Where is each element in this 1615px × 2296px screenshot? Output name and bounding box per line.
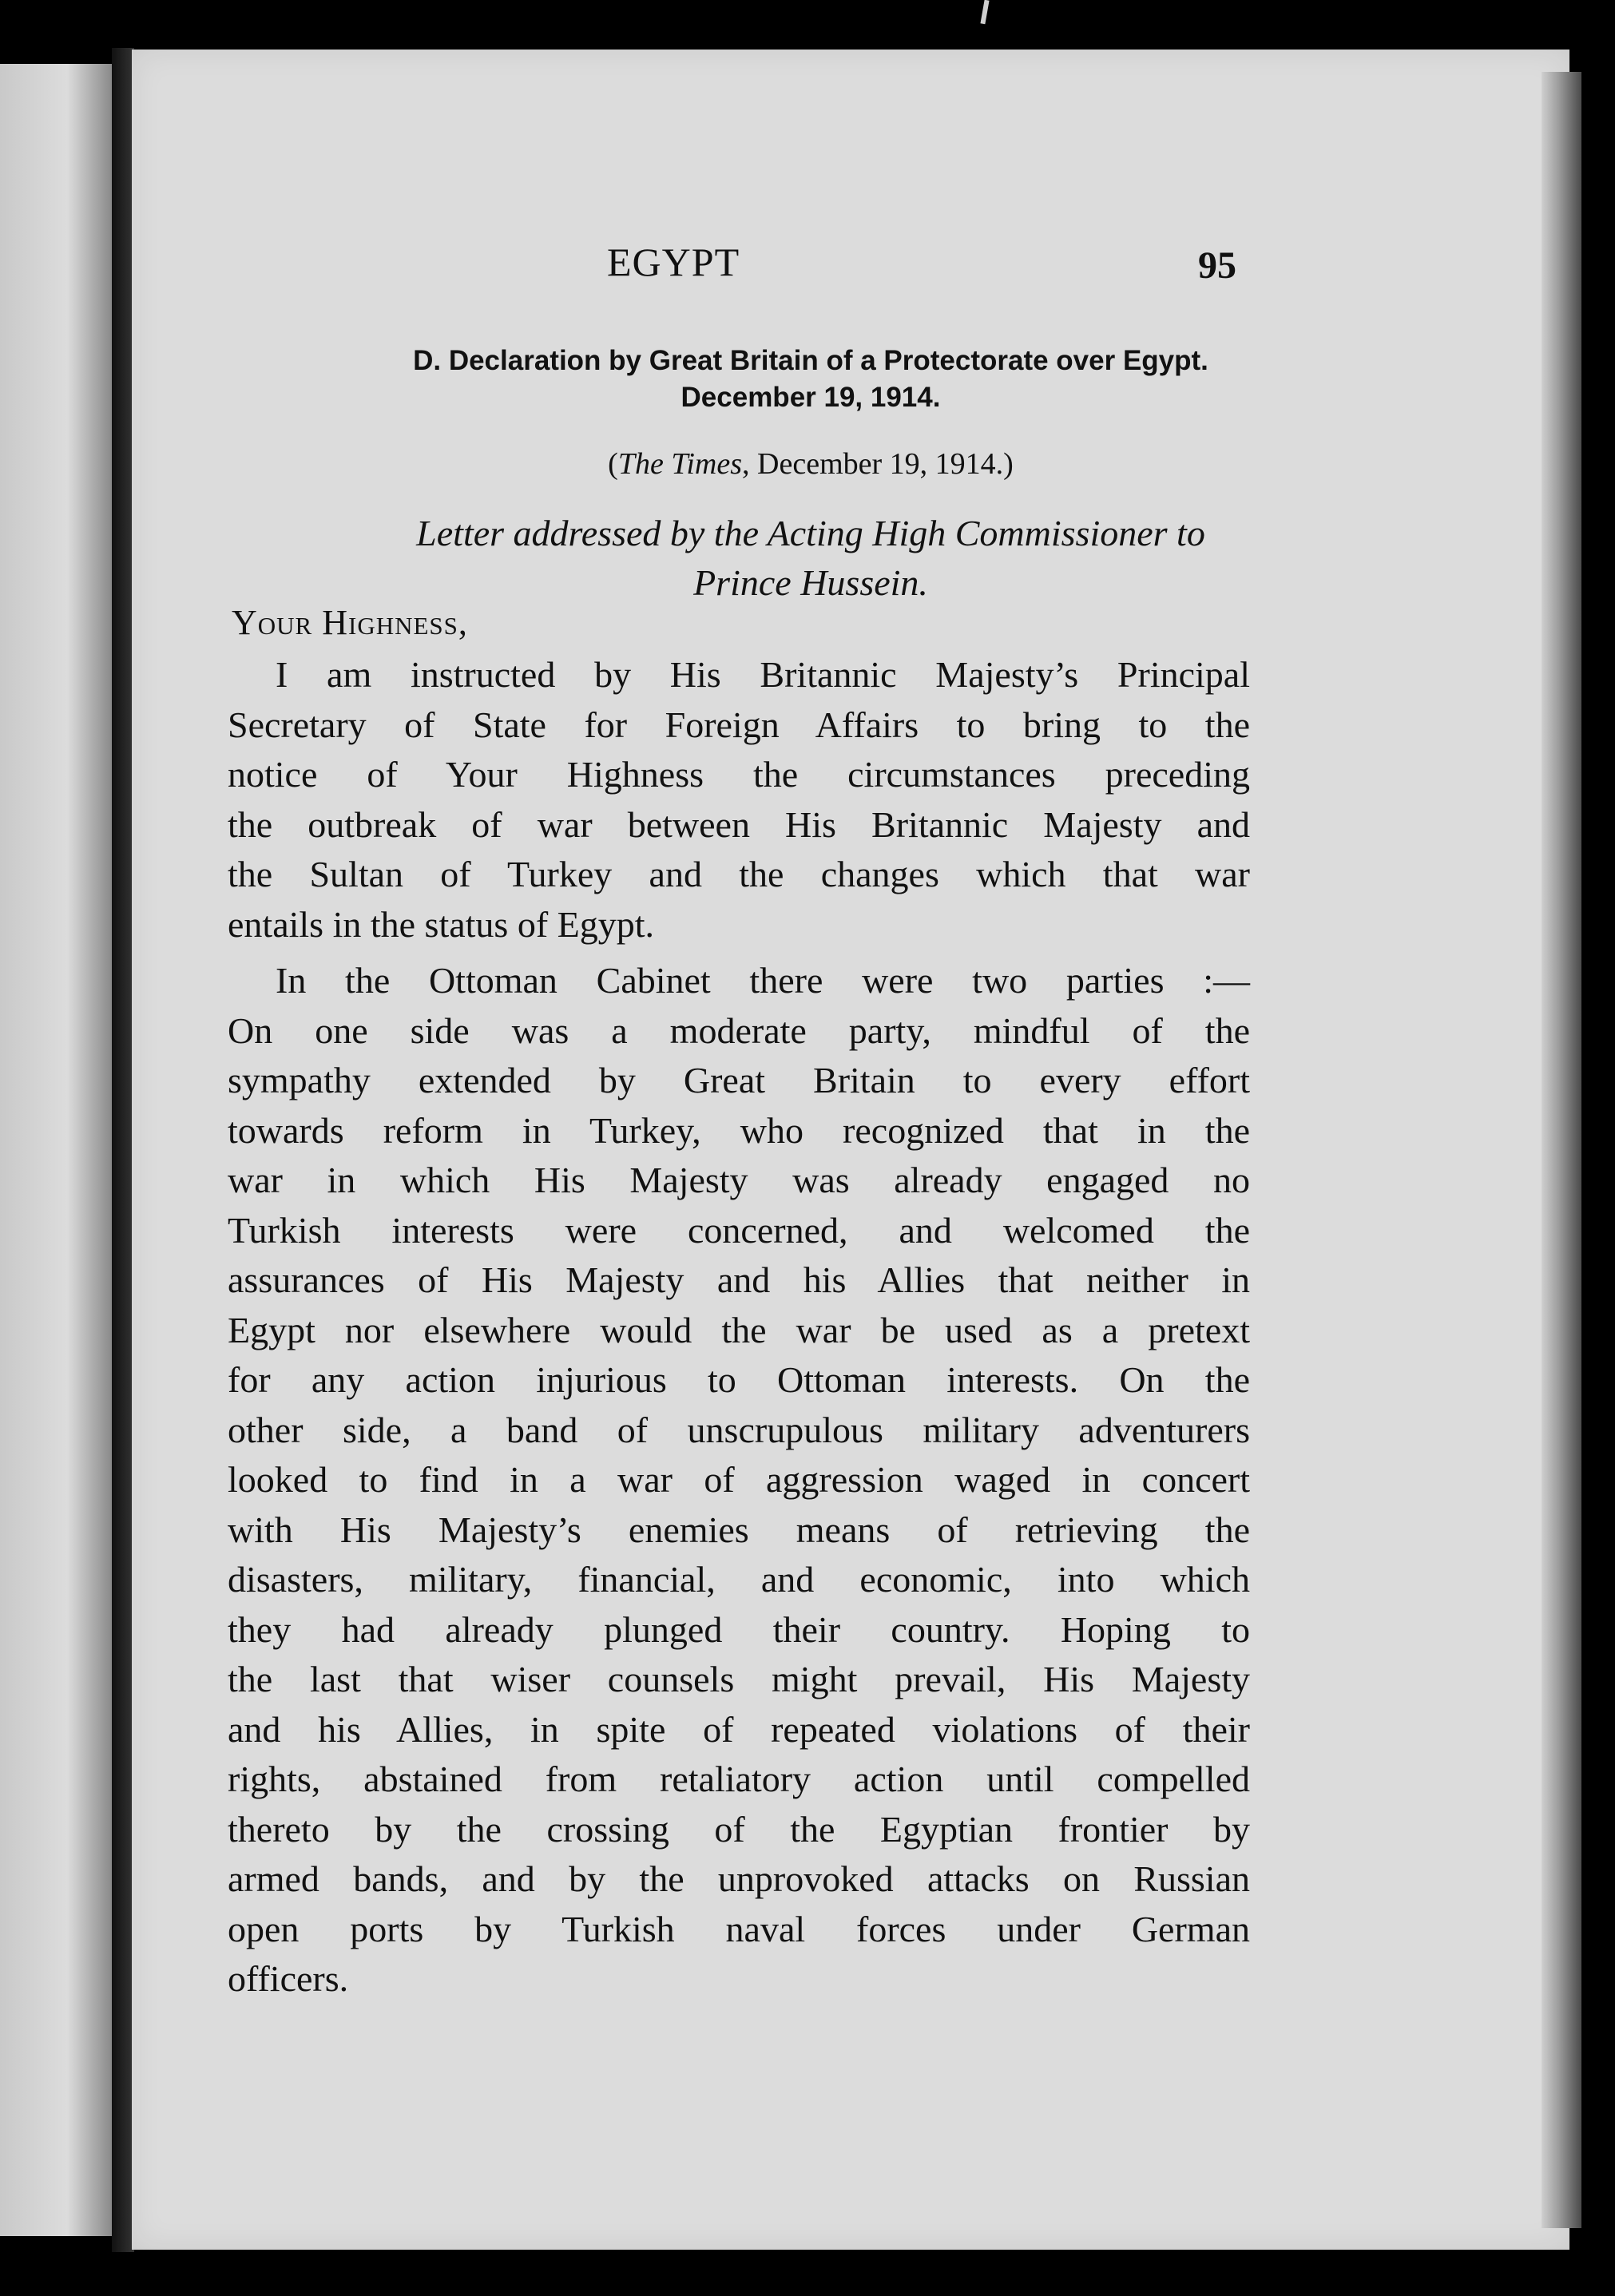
- scan-mark: [980, 0, 989, 24]
- salutation: Your Highness,: [232, 603, 468, 642]
- text-line: towards reform in Turkey, who recognized that in the: [228, 1109, 1250, 1151]
- text-line: war in which His Majesty was already engaged no: [228, 1160, 1250, 1200]
- letter-title-line-1: Letter addressed by the Acting High Commissioner to: [416, 513, 1205, 553]
- book-gutter: [112, 48, 134, 2252]
- text-line: the Sultan of Turkey and the changes which that war: [228, 854, 1250, 894]
- text-line: open ports by Turkish naval forces under German: [228, 1908, 1250, 1949]
- paragraph-gap: [228, 950, 1250, 956]
- text-line: for any action injurious to Ottoman interests. On the: [228, 1359, 1250, 1400]
- text-line: rights, abstained from retaliatory action until compelled: [228, 1759, 1250, 1799]
- text-line: I am instructed by His Britannic Majesty’s Principal: [276, 654, 1250, 695]
- text-line: thereto by the crossing of the Egyptian frontier by: [228, 1808, 1250, 1850]
- text-line: other side, a band of unscrupulous military adventurers: [228, 1409, 1250, 1450]
- letter-body: [228, 650, 1250, 2005]
- source-note: [244, 446, 1378, 482]
- text-line: Turkish interests were concerned, and welcomed the: [228, 1209, 1250, 1251]
- text-line: Egypt nor elsewhere would the war be used as a pretext: [228, 1309, 1250, 1350]
- book-page: [132, 50, 1569, 2250]
- section-heading-line-2: December 19, 1914.: [681, 382, 941, 413]
- running-head: [132, 189, 1569, 287]
- page-right-edge: [1542, 72, 1581, 2228]
- text-line: the outbreak of war between His Britannic Majesty and: [228, 803, 1250, 845]
- text-line: armed bands, and by the unprovoked attacks on Russian: [228, 1858, 1250, 1899]
- letter-title-line-2: Prince Hussein.: [693, 562, 928, 603]
- text-line: they had already plunged their country. Hoping to: [228, 1608, 1250, 1650]
- paragraph: [228, 650, 1250, 950]
- text-line: notice of Your Highness the circumstances preceding: [228, 754, 1250, 795]
- text-line: entails in the status of Egypt.: [228, 903, 655, 945]
- letter-title: [244, 509, 1378, 608]
- text-line: On one side was a moderate party, mindful of the: [228, 1009, 1250, 1051]
- source-note-publication: The Times: [617, 447, 743, 481]
- section-heading: [244, 343, 1378, 416]
- facing-page-edge: [0, 64, 112, 2236]
- page-number: 95: [1198, 244, 1236, 287]
- section-heading-line-1: D. Declaration by Great Britain of a Protectorate over Egypt.: [413, 345, 1208, 376]
- paragraph: [228, 956, 1250, 2005]
- source-note-open: (: [608, 447, 618, 481]
- source-note-date: , December 19, 1914.): [742, 447, 1014, 481]
- text-line: looked to find in a war of aggression waged in concert: [228, 1459, 1250, 1500]
- text-line: Secretary of State for Foreign Affairs to bring to the: [228, 704, 1250, 745]
- text-line: disasters, military, financial, and economic, into which: [228, 1559, 1250, 1600]
- text-line: the last that wiser counsels might prevail, His Majesty: [228, 1659, 1250, 1699]
- text-line: with His Majesty’s enemies means of retrieving the: [228, 1509, 1250, 1550]
- text-line: officers.: [228, 1958, 349, 1999]
- text-line: assurances of His Majesty and his Allies that neither in: [228, 1259, 1250, 1300]
- text-line: and his Allies, in spite of repeated violations of their: [228, 1708, 1250, 1750]
- text-line: sympathy extended by Great Britain to every effort: [228, 1060, 1250, 1100]
- running-title: EGYPT: [607, 240, 740, 284]
- text-line: In the Ottoman Cabinet there were two parties :—: [276, 960, 1250, 1001]
